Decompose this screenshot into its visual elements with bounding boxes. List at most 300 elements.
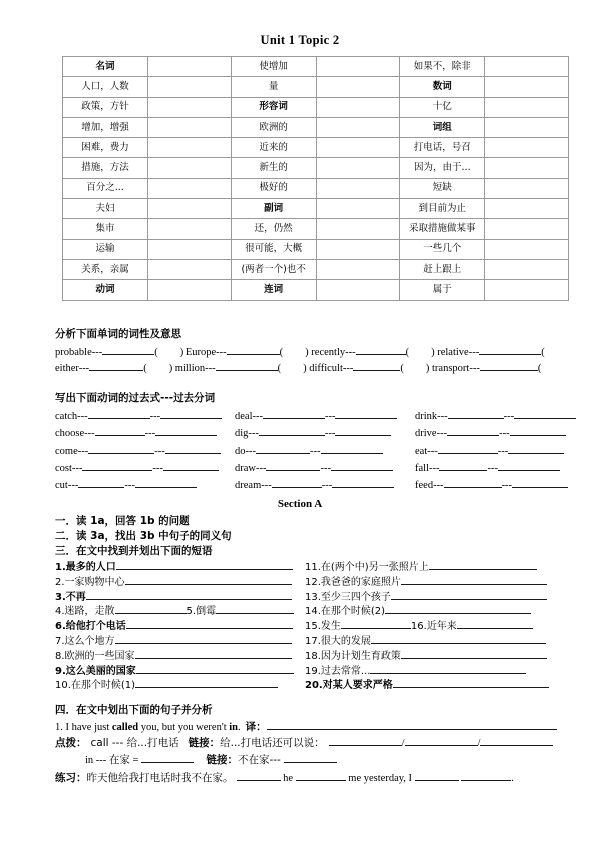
blank-probable[interactable] — [102, 344, 154, 355]
paren-open-6: ( — [277, 363, 282, 374]
paren-open-7: ( — [400, 363, 404, 374]
blank-call-3[interactable] — [480, 735, 553, 746]
vocab-prompt-cell: 词组 — [400, 117, 485, 137]
word-probable: probable--- — [55, 347, 103, 358]
vocab-answer-cell[interactable] — [485, 97, 569, 117]
list-item-label: 在那个时候(2) — [320, 606, 386, 618]
list-item-label: 因为计划生育政策 — [320, 650, 401, 662]
vocab-answer-cell[interactable] — [316, 178, 400, 198]
verb-base-form: cost--- — [55, 462, 83, 474]
vocab-answer-cell[interactable] — [485, 219, 569, 239]
list-item-number: 11. — [305, 562, 321, 573]
vocab-prompt-cell: 很可能，大概 — [231, 239, 316, 259]
table-row — [63, 219, 569, 239]
blank-transport[interactable] — [480, 360, 538, 371]
list-item-number: 12. — [305, 576, 321, 588]
blank-answer[interactable] — [401, 574, 547, 585]
blank-past-tense[interactable] — [78, 477, 124, 488]
table-row — [63, 57, 569, 77]
list-item-label: 欧洲的一些国家 — [64, 650, 135, 662]
sentence-one — [55, 719, 557, 734]
list-item-label: 我爸爸的家庭照片 — [320, 576, 401, 588]
verb-forms-heading: 写出下面动词的过去式---过去分词 — [55, 392, 216, 404]
verb-base-form: eat--- — [415, 445, 438, 457]
verb-separator: --- — [503, 411, 515, 422]
verb-row — [55, 408, 222, 425]
blank-past-participle[interactable] — [335, 408, 397, 419]
list-item-label: 最多的人口 — [65, 562, 116, 573]
list-item-label: 不再 — [65, 591, 86, 603]
tip-label: 点拨： — [55, 737, 87, 749]
vocab-prompt-cell: 采取措施做某事 — [400, 219, 485, 239]
table-row — [63, 280, 569, 300]
verb-row — [55, 425, 222, 442]
vocab-answer-cell[interactable] — [485, 199, 569, 219]
verb-column-1 — [55, 408, 222, 494]
practice-me-yesterday: me yesterday, I — [348, 773, 413, 784]
verb-column-3 — [415, 408, 576, 494]
vocab-prompt-cell: (两者一个)也不 — [231, 259, 316, 279]
vocab-prompt-cell: 到目前为止 — [400, 199, 485, 219]
vocab-answer-cell[interactable] — [485, 77, 569, 97]
blank-answer[interactable] — [116, 559, 293, 570]
table-row — [63, 138, 569, 158]
list-item-number: 3. — [55, 591, 66, 603]
list-item-label: 这么美丽的国家 — [65, 665, 136, 677]
word-analysis-row-2 — [55, 360, 550, 375]
blank-answer[interactable] — [216, 603, 294, 614]
vocab-answer-cell[interactable] — [148, 77, 232, 97]
verb-separator: --- — [154, 445, 165, 457]
list-item — [55, 573, 292, 588]
blank-in-home[interactable] — [141, 752, 194, 763]
list-item-label: 一家购物中心 — [64, 576, 125, 588]
vocabulary-table — [62, 56, 569, 301]
link-text-call: 给...打电话还可以说： — [220, 737, 325, 749]
vocab-answer-cell[interactable] — [316, 259, 400, 279]
page-title: Unit 1 Topic 2 — [260, 33, 340, 47]
vocab-prompt-cell: 副词 — [231, 199, 316, 219]
vocab-answer-cell[interactable] — [485, 138, 569, 158]
verb-separator: --- — [321, 480, 333, 492]
vocab-prompt-cell: 一些几个 — [400, 239, 485, 259]
vocab-answer-cell[interactable] — [485, 259, 569, 279]
tip-text-call: call --- 给...打电话 — [90, 737, 179, 749]
blank-recently[interactable] — [356, 344, 406, 355]
verb-separator: --- — [149, 411, 161, 422]
verb-row — [235, 408, 397, 425]
vocab-answer-cell[interactable] — [148, 178, 232, 198]
vocab-prompt-cell: 夫妇 — [63, 199, 148, 219]
verb-base-form: fall--- — [415, 462, 440, 474]
list-item-number: 10. — [55, 680, 71, 692]
vocab-prompt-cell: 十亿 — [400, 97, 485, 117]
list-item-number: 15. — [305, 621, 321, 633]
list-item-number: 9. — [55, 665, 66, 677]
blank-call-1[interactable] — [329, 735, 402, 746]
list-item — [55, 558, 293, 573]
vocab-prompt-cell: 名词 — [63, 57, 148, 77]
task-four: 四．在文中划出下面的句子并分析 — [55, 704, 213, 716]
vocab-prompt-cell: 因为，由于... — [400, 158, 485, 178]
list-item-number: 14. — [305, 606, 321, 618]
verb-base-form: dream--- — [235, 480, 272, 492]
list-item-number: 2. — [55, 576, 65, 588]
vocab-answer-cell[interactable] — [148, 97, 232, 117]
paren-open-3: ( — [405, 347, 410, 358]
vocab-answer-cell[interactable] — [485, 178, 569, 198]
sentence-mid: you, but you weren't — [138, 722, 230, 733]
word-difficult: ) difficult--- — [303, 363, 354, 374]
list-item-label: 在那个时候(1) — [70, 680, 136, 692]
blank-past-participle[interactable] — [165, 443, 221, 454]
verb-row — [55, 443, 222, 460]
blank-past-tense[interactable] — [88, 443, 154, 454]
vocab-prompt-cell: 关系，亲属 — [63, 259, 148, 279]
blank-past-participle[interactable] — [508, 443, 564, 454]
paren-open-4: ( — [541, 347, 545, 358]
link-text-notin: 不在家--- — [237, 754, 281, 766]
word-analysis-row-1 — [55, 344, 550, 359]
list-item-number: 7. — [55, 636, 65, 647]
vocab-answer-cell[interactable] — [148, 219, 232, 239]
list-item-number: 19. — [305, 665, 321, 677]
vocabulary-table-body — [63, 57, 569, 301]
word-either: either--- — [55, 363, 90, 374]
vocab-answer-cell[interactable] — [148, 239, 232, 259]
blank-past-participle[interactable] — [332, 477, 394, 488]
blank-past-tense[interactable] — [448, 408, 504, 419]
verb-base-form: dig--- — [235, 428, 259, 440]
list-item — [55, 632, 292, 647]
list-item — [55, 647, 292, 662]
vocab-prompt-cell: 属于 — [400, 280, 485, 300]
vocab-answer-cell[interactable] — [316, 57, 400, 77]
vocab-prompt-cell: 集市 — [63, 219, 148, 239]
blank-either[interactable] — [89, 360, 143, 371]
table-row — [63, 199, 569, 219]
vocab-answer-cell[interactable] — [316, 158, 400, 178]
list-item — [305, 632, 546, 647]
list-item-label: 至少三四个孩子 — [320, 591, 391, 603]
table-row — [63, 97, 569, 117]
translate-label: 译： — [245, 721, 267, 733]
practice-he: he — [283, 773, 294, 784]
verb-base-form: deal--- — [235, 411, 263, 422]
vocab-prompt-cell: 百分之... — [63, 178, 148, 198]
blank-practice-2[interactable] — [296, 770, 346, 781]
verb-separator: --- — [499, 428, 510, 440]
vocab-prompt-cell: 还，仍然 — [231, 219, 316, 239]
verb-base-form: drink--- — [415, 411, 448, 422]
list-item-label: 迷路，走散 — [64, 606, 115, 618]
vocab-answer-cell[interactable] — [485, 57, 569, 77]
vocab-prompt-cell: 形容词 — [231, 97, 316, 117]
vocab-prompt-cell: 运输 — [63, 239, 148, 259]
verb-row — [415, 425, 576, 442]
list-item-label: 过去常常... — [320, 665, 371, 677]
blank-answer[interactable] — [86, 589, 292, 600]
vocab-prompt-cell: 连词 — [231, 280, 316, 300]
tip-text-in: in --- 在家 = — [85, 755, 139, 766]
list-item — [55, 602, 294, 617]
practice-period: . — [511, 773, 514, 784]
list-item — [305, 617, 533, 632]
list-item-number: 17. — [305, 636, 321, 647]
blank-past-participle[interactable] — [498, 460, 560, 471]
list-item-label: 近年来 — [426, 621, 457, 633]
blank-past-tense[interactable] — [266, 460, 320, 471]
blank-past-tense[interactable] — [439, 460, 487, 471]
verb-base-form: come--- — [55, 445, 89, 457]
blank-past-participle[interactable] — [510, 425, 566, 436]
vocab-answer-cell[interactable] — [316, 219, 400, 239]
blank-practice-4[interactable] — [461, 770, 511, 781]
list-item-number: 6. — [55, 621, 66, 633]
sentence-suffix: . — [238, 722, 241, 733]
table-row — [63, 117, 569, 137]
blank-answer[interactable] — [457, 618, 533, 629]
tip-line-2 — [85, 752, 337, 767]
practice-line — [55, 770, 514, 785]
verb-base-form: feed--- — [415, 480, 444, 492]
blank-past-tense[interactable] — [444, 477, 502, 488]
word-million: ) million--- — [168, 363, 216, 374]
blank-answer[interactable] — [126, 618, 293, 629]
blank-answer[interactable] — [115, 603, 187, 614]
blank-past-participle[interactable] — [512, 477, 568, 488]
blank-past-tense[interactable] — [263, 408, 325, 419]
vocab-answer-cell[interactable] — [485, 239, 569, 259]
verb-row — [235, 425, 397, 442]
vocab-answer-cell[interactable] — [148, 280, 232, 300]
blank-past-tense[interactable] — [88, 408, 150, 419]
list-item — [55, 617, 293, 632]
vocab-answer-cell[interactable] — [316, 117, 400, 137]
verb-separator: --- — [144, 428, 156, 440]
verb-row — [55, 460, 222, 477]
blank-past-participle[interactable] — [331, 460, 393, 471]
blank-answer[interactable] — [136, 663, 294, 674]
blank-past-participle[interactable] — [321, 443, 383, 454]
verb-base-form: draw--- — [235, 462, 267, 474]
verb-row — [235, 477, 397, 494]
list-item-label: 很大的发展 — [320, 636, 371, 647]
vocab-prompt-cell: 赶上跟上 — [400, 259, 485, 279]
vocab-answer-cell[interactable] — [316, 138, 400, 158]
list-item — [55, 588, 292, 603]
blank-past-participle[interactable] — [160, 408, 222, 419]
verb-separator: --- — [324, 428, 336, 440]
blank-past-tense[interactable] — [95, 425, 145, 436]
blank-answer[interactable] — [371, 633, 546, 644]
blank-answer[interactable] — [125, 574, 292, 585]
verb-separator: --- — [152, 462, 163, 474]
blank-answer[interactable] — [429, 559, 537, 570]
verb-separator: --- — [320, 462, 331, 474]
blank-answer[interactable] — [385, 603, 531, 614]
task-two: 二．读 3a，找出 3b 中句子的同义句 — [55, 530, 232, 542]
vocab-prompt-cell: 打电话，号召 — [400, 138, 485, 158]
vocab-prompt-cell: 人口，人数 — [63, 77, 148, 97]
list-item — [305, 676, 549, 691]
vocab-answer-cell[interactable] — [316, 97, 400, 117]
blank-past-participle[interactable] — [335, 425, 391, 436]
list-item — [305, 602, 531, 617]
vocab-prompt-cell: 如果不，除非 — [400, 57, 485, 77]
blank-past-participle[interactable] — [514, 408, 576, 419]
blank-past-participle[interactable] — [155, 425, 217, 436]
blank-difficult[interactable] — [353, 360, 400, 371]
word-transport: ) transport--- — [425, 363, 480, 374]
blank-practice-3[interactable] — [415, 770, 459, 781]
verb-separator: --- — [487, 462, 498, 474]
verb-row — [415, 477, 576, 494]
blank-practice-1[interactable] — [237, 770, 281, 781]
list-item — [305, 647, 547, 662]
task-three: 三．在文中找到并划出下面的短语 — [55, 545, 213, 557]
verb-separator: --- — [497, 445, 509, 457]
word-europe: ) Europe--- — [179, 347, 227, 358]
practice-label: 练习： — [55, 772, 87, 784]
vocab-prompt-cell: 近来的 — [231, 138, 316, 158]
blank-past-participle[interactable] — [163, 460, 219, 471]
list-item-label: 倒霉 — [196, 606, 217, 618]
vocab-answer-cell[interactable] — [148, 158, 232, 178]
vocab-answer-cell[interactable] — [148, 117, 232, 137]
vocab-prompt-cell: 新生的 — [231, 158, 316, 178]
list-item-label: 给他打个电话 — [65, 621, 126, 633]
vocab-prompt-cell: 增加，增强 — [63, 117, 148, 137]
verb-row — [235, 443, 397, 460]
paren-open-1: ( — [154, 347, 158, 358]
table-row — [63, 77, 569, 97]
list-item — [305, 588, 547, 603]
table-row — [63, 259, 569, 279]
verb-row — [415, 443, 576, 460]
list-item-label: 发生 — [320, 621, 341, 633]
blank-past-tense[interactable] — [256, 443, 310, 454]
sentence-bold-in: in — [229, 722, 239, 733]
verb-base-form: choose--- — [55, 428, 95, 440]
vocab-prompt-cell: 极好的 — [231, 178, 316, 198]
blank-answer[interactable] — [393, 677, 549, 688]
blank-answer[interactable] — [115, 633, 292, 644]
verb-row — [415, 408, 576, 425]
verb-column-2 — [235, 408, 397, 494]
vocab-prompt-cell: 使增加 — [231, 57, 316, 77]
blank-not-in[interactable] — [284, 752, 337, 763]
paren-open-8: ( — [537, 363, 542, 374]
blank-answer[interactable] — [135, 648, 293, 659]
blank-answer[interactable] — [370, 663, 526, 674]
blank-call-2[interactable] — [405, 735, 478, 746]
sentence-bold-called: called — [111, 722, 139, 733]
blank-past-tense[interactable] — [259, 425, 325, 436]
list-item-number: 1. — [55, 562, 66, 573]
vocab-answer-cell[interactable] — [485, 117, 569, 137]
blank-translation[interactable] — [267, 719, 557, 730]
paren-open-2: ( — [279, 347, 284, 358]
blank-answer[interactable] — [401, 648, 547, 659]
table-row — [63, 158, 569, 178]
list-item-number: 18. — [305, 650, 321, 662]
verb-base-form: do--- — [235, 445, 256, 457]
blank-million[interactable] — [216, 360, 278, 371]
vocab-answer-cell[interactable] — [148, 138, 232, 158]
vocab-prompt-cell: 动词 — [63, 280, 148, 300]
sentence-prefix: 1. I have just — [55, 722, 112, 733]
blank-europe[interactable] — [227, 344, 280, 355]
vocab-prompt-cell: 政策，方针 — [63, 97, 148, 117]
verb-separator: --- — [310, 445, 321, 457]
list-item — [305, 573, 547, 588]
verb-base-form: catch--- — [55, 411, 88, 422]
list-item-number: 20. — [305, 680, 323, 692]
blank-past-participle[interactable] — [135, 477, 197, 488]
vocab-answer-cell[interactable] — [148, 57, 232, 77]
blank-past-tense[interactable] — [272, 477, 322, 488]
vocab-answer-cell[interactable] — [316, 239, 400, 259]
list-item — [305, 662, 526, 677]
vocab-answer-cell[interactable] — [316, 199, 400, 219]
task-one: 一．读 1a，回答 1b 的问题 — [55, 515, 190, 527]
list-item — [55, 662, 294, 677]
vocab-answer-cell[interactable] — [316, 77, 400, 97]
blank-relative[interactable] — [479, 344, 541, 355]
paren-open-5: ( — [143, 363, 147, 374]
table-row — [63, 239, 569, 259]
list-item-label: 在(两个中)另一张照片上 — [320, 562, 429, 573]
list-item-number: 4. — [55, 606, 65, 618]
blank-answer[interactable] — [341, 618, 411, 629]
list-item-number: 16. — [410, 621, 427, 633]
blank-past-tense[interactable] — [82, 460, 152, 471]
vocab-answer-cell[interactable] — [148, 259, 232, 279]
vocab-prompt-cell: 欧洲的 — [231, 117, 316, 137]
vocab-prompt-cell: 数词 — [400, 77, 485, 97]
vocab-prompt-cell: 困难，费力 — [63, 138, 148, 158]
blank-past-tense[interactable] — [438, 443, 498, 454]
list-item-label: 对某人要求严格 — [322, 680, 393, 692]
vocab-answer-cell[interactable] — [485, 280, 569, 300]
word-relative: ) relative--- — [431, 347, 480, 358]
blank-answer[interactable] — [135, 677, 278, 688]
verb-separator: --- — [501, 480, 513, 492]
list-item — [55, 676, 278, 691]
verb-row — [415, 460, 576, 477]
verb-row — [235, 460, 397, 477]
table-row — [63, 178, 569, 198]
blank-answer[interactable] — [391, 589, 547, 600]
link-label-1: 链接： — [188, 737, 221, 749]
list-item — [305, 558, 537, 573]
verb-separator: --- — [124, 480, 135, 492]
practice-chinese: 昨天他给我打电话时我不在家。 — [86, 772, 234, 784]
blank-past-tense[interactable] — [447, 425, 499, 436]
vocab-answer-cell[interactable] — [485, 158, 569, 178]
vocab-prompt-cell: 措施，方法 — [63, 158, 148, 178]
word-analysis-heading: 分析下面单词的词性及意思 — [55, 328, 181, 340]
list-item-number: 8. — [55, 650, 65, 662]
vocab-prompt-cell: 短缺 — [400, 178, 485, 198]
list-item-number: 13. — [305, 591, 321, 603]
vocab-answer-cell[interactable] — [316, 280, 400, 300]
section-a-title: Section A — [277, 498, 323, 510]
vocab-answer-cell[interactable] — [148, 199, 232, 219]
verb-base-form: drive--- — [415, 428, 448, 440]
link-label-2: 链接： — [206, 754, 238, 766]
